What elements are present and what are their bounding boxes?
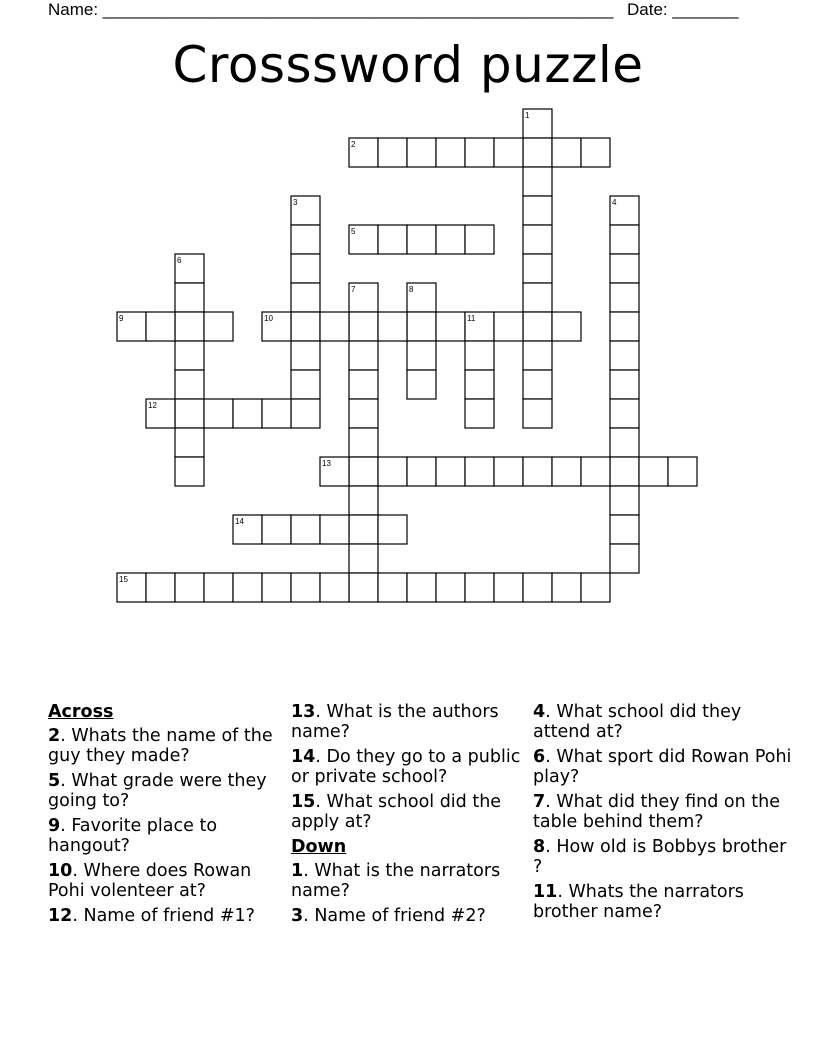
grid-cell[interactable] — [552, 312, 581, 341]
grid-cell[interactable] — [349, 370, 378, 399]
name-field-label: Name: ______________________________________________________ — [48, 0, 614, 19]
grid-cell[interactable] — [204, 312, 233, 341]
grid-cell-number: 2 — [351, 140, 356, 149]
grid-cell[interactable] — [552, 573, 581, 602]
grid-cell[interactable] — [523, 573, 552, 602]
grid-cell-number: 11 — [467, 314, 476, 323]
grid-cell[interactable] — [204, 399, 233, 428]
grid-cell-number: 4 — [612, 198, 617, 207]
clue-across-12: 12. Name of friend #1? — [48, 906, 255, 926]
grid-cell[interactable] — [407, 312, 436, 341]
grid-cell[interactable] — [436, 312, 465, 341]
across-heading: Across — [48, 702, 114, 722]
grid-cell[interactable] — [610, 544, 639, 573]
clues-column-1 — [48, 702, 280, 931]
date-field-label: Date: _______ — [627, 0, 739, 19]
grid-cell[interactable] — [349, 341, 378, 370]
grid-cell[interactable] — [610, 370, 639, 399]
grid-cell[interactable] — [378, 312, 407, 341]
grid-cell[interactable] — [262, 515, 291, 544]
grid-cell[interactable] — [146, 573, 175, 602]
grid-cell[interactable] — [523, 457, 552, 486]
grid-cell[interactable] — [175, 341, 204, 370]
grid-cell-number: 5 — [351, 227, 356, 236]
grid-cell[interactable] — [175, 370, 204, 399]
grid-cell[interactable] — [494, 457, 523, 486]
grid-cell[interactable] — [610, 457, 639, 486]
clue-across-14: 14. Do they go to a public or private school? — [291, 747, 521, 787]
grid-cell[interactable] — [320, 312, 349, 341]
grid-cell[interactable] — [436, 138, 465, 167]
clue-across-15: 15. What school did the apply at? — [291, 792, 502, 832]
grid-cell[interactable] — [349, 399, 378, 428]
grid-cell[interactable] — [436, 573, 465, 602]
grid-cell[interactable] — [610, 428, 639, 457]
clues-column-3 — [533, 702, 793, 927]
grid-cell[interactable] — [233, 399, 262, 428]
grid-cell[interactable] — [465, 341, 494, 370]
grid-cell[interactable] — [175, 399, 204, 428]
grid-cell[interactable] — [639, 457, 668, 486]
grid-cell[interactable] — [291, 399, 320, 428]
grid-cell[interactable] — [349, 515, 378, 544]
grid-cell[interactable] — [610, 341, 639, 370]
grid-cell[interactable] — [494, 138, 523, 167]
clue-across-10: 10. Where does Rowan Pohi volenteer at? — [48, 861, 252, 901]
grid-cell[interactable] — [349, 428, 378, 457]
grid-cell[interactable] — [523, 370, 552, 399]
grid-cell[interactable] — [465, 457, 494, 486]
grid-cell[interactable] — [175, 457, 204, 486]
grid-cell[interactable] — [291, 370, 320, 399]
grid-cell[interactable] — [407, 138, 436, 167]
grid-cell[interactable] — [291, 225, 320, 254]
grid-cell[interactable] — [291, 573, 320, 602]
clue-across-2: 2. Whats the name of the guy they made? — [48, 726, 273, 766]
grid-cell[interactable] — [610, 515, 639, 544]
grid-cell[interactable] — [407, 370, 436, 399]
clue-down-7: 7. What did they find on the table behind them? — [533, 792, 781, 832]
grid-cell[interactable] — [523, 283, 552, 312]
grid-cell[interactable] — [291, 515, 320, 544]
grid-cell[interactable] — [349, 312, 378, 341]
grid-cell[interactable] — [407, 225, 436, 254]
grid-cell[interactable] — [610, 283, 639, 312]
down-heading: Down — [291, 837, 347, 857]
grid-cell[interactable] — [146, 312, 175, 341]
grid-cell[interactable] — [436, 225, 465, 254]
grid-cell[interactable] — [407, 341, 436, 370]
clue-down-8: 8. How old is Bobbys brother ? — [533, 837, 787, 877]
grid-cell[interactable] — [610, 399, 639, 428]
grid-cell[interactable] — [378, 573, 407, 602]
page-title: Crosssword puzzle — [172, 36, 644, 94]
grid-cell[interactable] — [610, 312, 639, 341]
grid-cell[interactable] — [407, 573, 436, 602]
grid-cell[interactable] — [465, 573, 494, 602]
grid-cell[interactable] — [349, 457, 378, 486]
grid-cell[interactable] — [465, 225, 494, 254]
grid-cell-number: 6 — [177, 256, 182, 265]
grid-cell[interactable] — [494, 573, 523, 602]
grid-cell[interactable] — [349, 486, 378, 515]
grid-cell-number: 13 — [322, 459, 331, 468]
grid-cell[interactable] — [291, 312, 320, 341]
grid-cell-number: 14 — [235, 517, 244, 526]
grid-cell[interactable] — [291, 283, 320, 312]
clue-across-13: 13. What is the authors name? — [291, 702, 499, 742]
clue-down-11: 11. Whats the narrators brother name? — [533, 882, 744, 922]
grid-cell[interactable] — [378, 225, 407, 254]
grid-cell-number: 8 — [409, 285, 414, 294]
grid-cell[interactable] — [465, 138, 494, 167]
grid-cell[interactable] — [552, 138, 581, 167]
grid-cell[interactable] — [175, 312, 204, 341]
grid-cell-number: 7 — [351, 285, 356, 294]
grid-cell[interactable] — [436, 457, 465, 486]
grid-cell[interactable] — [175, 428, 204, 457]
clue-across-5: 5. What grade were they going to? — [48, 771, 267, 811]
grid-cell[interactable] — [233, 573, 262, 602]
grid-cell[interactable] — [378, 138, 407, 167]
grid-cell[interactable] — [262, 573, 291, 602]
grid-cell[interactable] — [523, 341, 552, 370]
grid-cell[interactable] — [581, 573, 610, 602]
grid-cell[interactable] — [175, 283, 204, 312]
grid-cell[interactable] — [523, 167, 552, 196]
grid-cell[interactable] — [175, 573, 204, 602]
grid-cell[interactable] — [523, 254, 552, 283]
grid-cell[interactable] — [494, 312, 523, 341]
clue-down-6: 6. What sport did Rowan Pohi play? — [533, 747, 792, 787]
grid-cell[interactable] — [291, 254, 320, 283]
grid-cell[interactable] — [610, 254, 639, 283]
grid-cell[interactable] — [291, 341, 320, 370]
grid-cell[interactable] — [581, 457, 610, 486]
grid-cell[interactable] — [523, 312, 552, 341]
grid-cell[interactable] — [610, 225, 639, 254]
clue-down-1: 1. What is the narrators name? — [291, 861, 501, 901]
grid-cell[interactable] — [465, 370, 494, 399]
grid-cell-number: 10 — [264, 314, 273, 323]
grid-cell[interactable] — [465, 399, 494, 428]
grid-cell[interactable] — [668, 457, 697, 486]
grid-cell-number: 15 — [119, 575, 128, 584]
grid-cell[interactable] — [552, 457, 581, 486]
grid-cell[interactable] — [523, 399, 552, 428]
grid-cell[interactable] — [581, 138, 610, 167]
grid-cell[interactable] — [523, 196, 552, 225]
clues-column-2 — [291, 702, 526, 931]
grid-cell[interactable] — [407, 457, 436, 486]
clue-down-3: 3. Name of friend #2? — [291, 906, 486, 926]
grid-cell-number: 3 — [293, 198, 298, 207]
grid-cell[interactable] — [204, 573, 233, 602]
grid-cell[interactable] — [610, 486, 639, 515]
grid-cell[interactable] — [262, 399, 291, 428]
grid-cell[interactable] — [523, 138, 552, 167]
grid-cell[interactable] — [349, 544, 378, 573]
grid-cell[interactable] — [320, 515, 349, 544]
grid-cell[interactable] — [523, 225, 552, 254]
grid-cell-number: 9 — [119, 314, 124, 323]
grid-cell[interactable] — [378, 457, 407, 486]
grid-cell[interactable] — [349, 573, 378, 602]
grid-cell-number: 1 — [525, 111, 530, 120]
clue-down-4: 4. What school did they attend at? — [533, 702, 742, 742]
clue-across-9: 9. Favorite place to hangout? — [48, 816, 218, 856]
grid-cell[interactable] — [320, 573, 349, 602]
grid-cell[interactable] — [378, 515, 407, 544]
grid-cell-number: 12 — [148, 401, 157, 410]
